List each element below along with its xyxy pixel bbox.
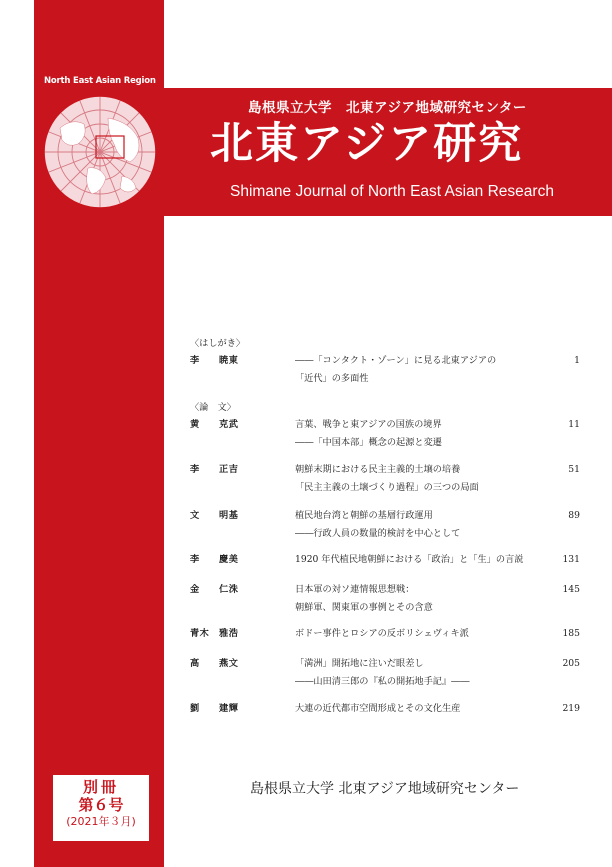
toc-page: 51 [568, 464, 580, 475]
toc-title-line: ――山田清三郎の『私の開拓地手記』―― [295, 676, 470, 687]
issue-badge [52, 774, 150, 842]
toc-title-line: 「近代」の多面性 [295, 373, 369, 384]
toc-title-line: 朝鮮軍、関東軍の事例とその含意 [295, 602, 433, 613]
toc-title-line: 言葉、戦争と東アジアの国族の境界 [295, 419, 442, 430]
toc-page: 219 [562, 703, 580, 714]
toc-author: 文 明基 [190, 510, 239, 521]
toc-title-line: 1920 年代植民地朝鮮における「政治」と「生」の言説 [295, 554, 524, 565]
toc-title-line: ――「コンタクト・ゾーン」に見る北東アジアの [295, 355, 497, 366]
journal-title: 北東アジア研究 [210, 119, 524, 169]
toc-author: 金 仁洙 [190, 584, 239, 595]
toc-title-line: 日本軍の対ソ連情報思想戦： [295, 584, 415, 595]
issue-number: 第６号 [78, 796, 124, 814]
toc-author: 黄 克武 [190, 419, 239, 430]
toc-author: 李 暁東 [190, 355, 239, 366]
section-label: 〈はしがき〉 [190, 338, 246, 349]
toc-author: 青木 雅浩 [190, 628, 239, 639]
toc-author: 李 正吉 [190, 464, 239, 475]
toc-title-line: 朝鮮末期における民主主義的土壌の培養 [295, 464, 461, 475]
toc-title-line: ――「中国本部」概念の起源と変遷 [295, 437, 442, 448]
toc-page: 145 [562, 584, 580, 595]
toc-title-line: 植民地台湾と朝鮮の基層行政運用 [295, 510, 433, 521]
toc-page: 11 [568, 419, 580, 430]
journal-subtitle: Shimane Journal of North East Asian Research [230, 183, 554, 200]
university-name: 島根県立大学 北東アジア地域研究センター [248, 100, 527, 116]
toc-title-line: 「民主主義の土壌づくり過程」の三つの局面 [295, 482, 479, 493]
issue-date: (2021年３月) [66, 815, 136, 828]
section-label: 〈論 文〉 [190, 402, 236, 413]
toc-author: 李 慶美 [190, 554, 239, 565]
toc-title-line: ――行政人員の数量的検討を中心として [295, 528, 461, 539]
toc-page: 1 [574, 355, 580, 366]
toc-title-line: ボドー事件とロシアの反ボリシェヴィキ派 [295, 628, 469, 639]
toc-title-line: 大連の近代都市空間形成とその文化生産 [295, 703, 461, 714]
toc-title-line: 「満洲」開拓地に注いだ眼差し [295, 658, 424, 669]
toc-page: 185 [562, 628, 580, 639]
toc-page: 205 [562, 658, 580, 669]
toc-author: 高 燕文 [190, 658, 239, 669]
toc-page: 89 [568, 510, 580, 521]
globe-logo [38, 88, 162, 216]
toc-author: 劉 建輝 [190, 703, 239, 714]
publisher-name: 島根県立大学 北東アジア地域研究センター [250, 781, 520, 797]
toc-page: 131 [562, 554, 580, 565]
logo-label: North East Asian Region [44, 76, 156, 86]
issue-type: 別冊 [82, 778, 119, 796]
